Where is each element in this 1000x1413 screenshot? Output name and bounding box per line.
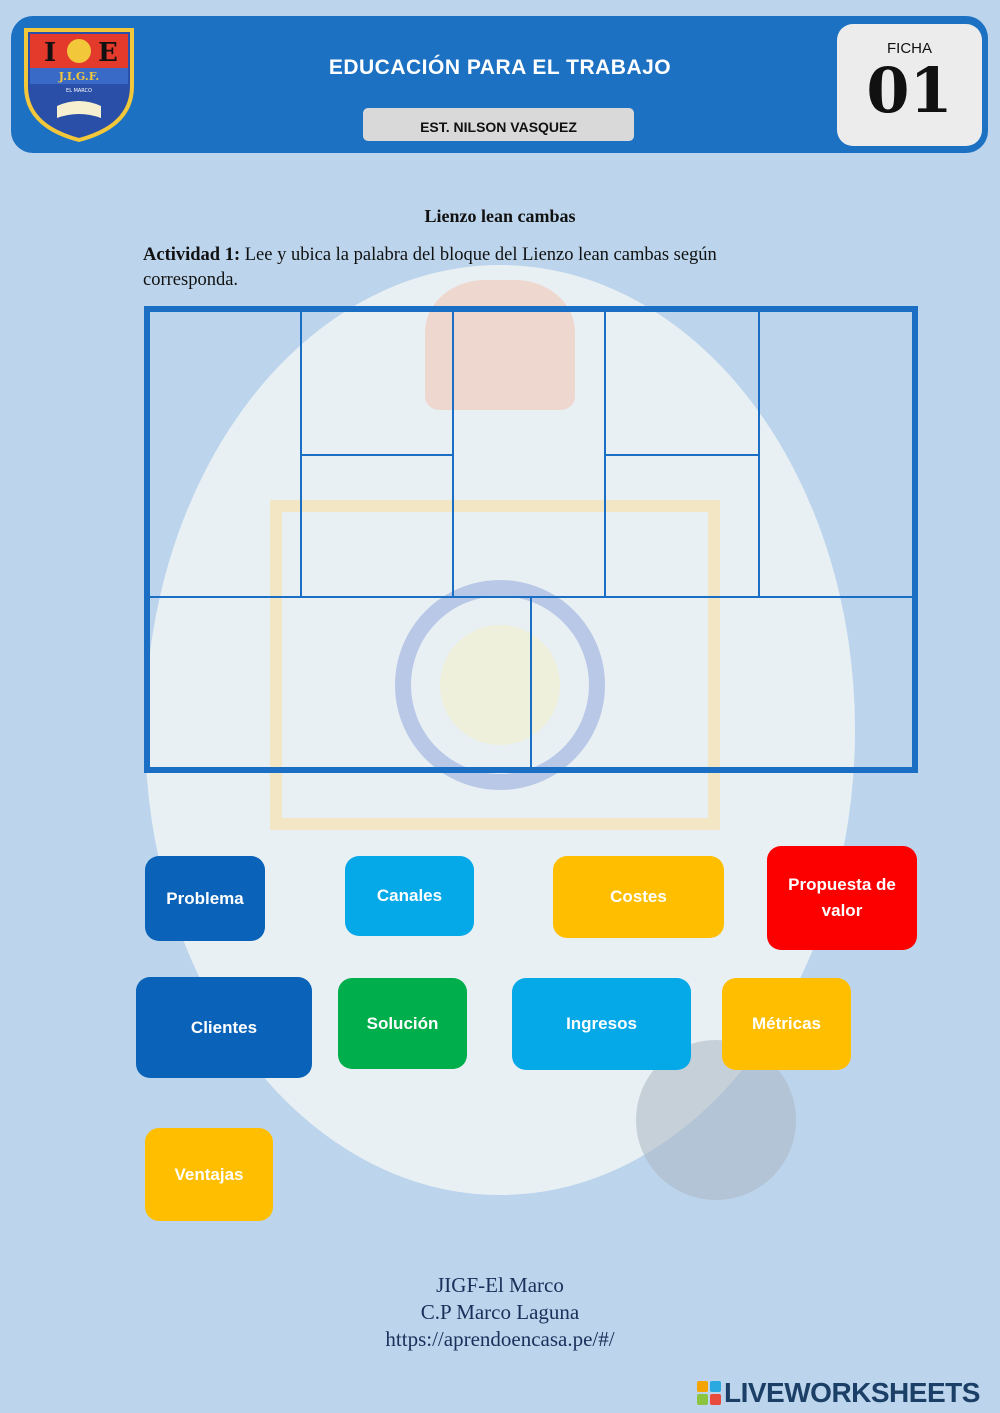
activity-label: Actividad 1:	[143, 245, 241, 265]
chip-ingresos[interactable]	[512, 978, 691, 1070]
liveworksheets-logo[interactable]	[697, 1377, 980, 1409]
logo-letter-right: E	[98, 38, 118, 68]
drop-zone-clientes[interactable]	[758, 310, 914, 598]
student-name: EST. NILSON VASQUEZ	[363, 108, 634, 141]
ficha-label: FICHA	[887, 40, 932, 57]
drop-zone-ingresos[interactable]	[530, 596, 914, 769]
liveworksheets-wordmark: LIVEWORKSHEETS	[724, 1377, 980, 1408]
footer-teacher: C.P Marco Laguna	[420, 1300, 580, 1324]
activity-instructions	[143, 243, 803, 293]
chip-label: Propuesta de valor	[788, 875, 896, 920]
chip-propuesta-de-valor[interactable]	[767, 846, 917, 950]
chip-label: Costes	[610, 887, 667, 906]
chip-clientes[interactable]	[136, 977, 312, 1078]
drop-zone-ventajas[interactable]	[604, 310, 760, 456]
ficha-number: 01	[866, 54, 953, 127]
liveworksheets-icon	[697, 1381, 721, 1405]
chip-metricas[interactable]	[722, 978, 851, 1070]
chip-problema[interactable]	[145, 856, 265, 941]
chip-label: Canales	[376, 886, 443, 905]
chip-label: Ventajas	[174, 1164, 244, 1184]
footer-link[interactable]: https://aprendoencasa.pe/#/	[385, 1327, 615, 1351]
logo-band-text: J.I.G.F.	[58, 70, 100, 83]
chip-label: Solución	[366, 1013, 439, 1033]
drop-zone-propuesta[interactable]	[452, 310, 606, 598]
page-title: EDUCACIÓN PARA EL TRABAJO	[328, 56, 672, 79]
logo-sub-text: EL MARCO	[66, 88, 92, 94]
drop-zone-metricas[interactable]	[300, 454, 454, 598]
chip-solucion[interactable]	[338, 978, 467, 1069]
logo-letter-left: I	[44, 38, 57, 68]
chip-ventajas[interactable]	[145, 1128, 273, 1221]
chip-canales[interactable]	[345, 856, 474, 936]
chip-label: Clientes	[190, 1017, 258, 1037]
ficha-badge	[837, 24, 982, 146]
chip-label: Problema	[166, 888, 244, 908]
activity-text: Lee y ubica la palabra del bloque del Lienzo lean cambas según corresponda.	[143, 245, 717, 290]
drop-zone-solucion[interactable]	[300, 310, 454, 456]
chip-label: Métricas	[752, 1014, 821, 1033]
drop-zone-costes[interactable]	[148, 596, 532, 769]
chip-label: Ingresos	[566, 1014, 637, 1033]
worksheet-heading: Lienzo lean cambas	[424, 206, 576, 226]
footer-school: JIGF-El Marco	[436, 1273, 564, 1297]
drop-zone-canales[interactable]	[604, 454, 760, 598]
drop-zone-problema[interactable]	[148, 310, 302, 598]
lean-canvas-grid	[144, 306, 918, 773]
chip-costes[interactable]	[553, 856, 724, 938]
school-logo	[22, 26, 136, 142]
